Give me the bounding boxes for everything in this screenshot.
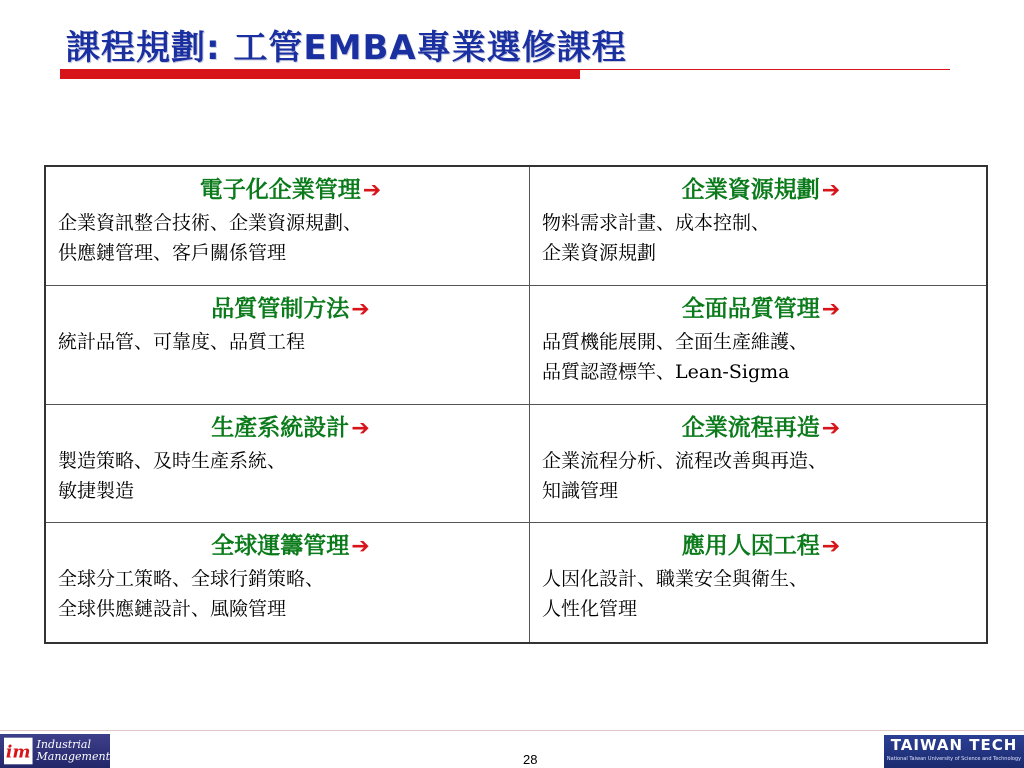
course-description: 人因化設計、職業安全與衛生、 人性化管理: [542, 568, 809, 621]
course-description: 全球分工策略、全球行銷策略、 全球供應鏈設計、風險管理: [58, 568, 325, 621]
title-underline-line: [580, 69, 950, 70]
arrow-right-icon: ➔: [821, 296, 841, 322]
course-cell: [530, 167, 986, 286]
course-description: 品質機能展開、全面生產維護、 品質認證標竿、Lean-Sigma: [542, 330, 809, 383]
course-heading: 全球運籌管理➔: [211, 532, 370, 560]
svg-text:im: im: [5, 742, 31, 763]
course-description: 製造策略、及時生產系統、 敏捷製造: [58, 449, 287, 502]
course-cell: [530, 286, 986, 405]
course-cell: [46, 523, 530, 642]
course-heading: 企業資源規劃➔: [681, 176, 841, 203]
course-description: 企業流程分析、流程改善與再造、 知識管理: [542, 449, 828, 502]
course-heading: 全面品質管理➔: [681, 294, 841, 322]
course-description: 企業資訊整合技術、企業資源規劃、 供應鏈管理、客戶關係管理: [58, 212, 363, 264]
course-heading: 企業流程再造➔: [681, 413, 841, 441]
course-heading: 生產系統設計➔: [211, 413, 370, 441]
arrow-right-icon: ➔: [821, 415, 841, 441]
course-heading: 電子化企業管理➔: [199, 176, 382, 203]
slide-title: 課程規劃: 工管EMBA專業選修課程: [66, 28, 627, 68]
course-heading: 應用人因工程➔: [681, 532, 841, 560]
arrow-right-icon: ➔: [351, 296, 370, 322]
arrow-right-icon: ➔: [351, 534, 370, 560]
taiwan-tech-subtitle: National Taiwan University of Science and Technology: [886, 756, 1022, 762]
course-cell: [46, 286, 530, 405]
im-logo-text: Industrial Management: [36, 738, 110, 763]
arrow-right-icon: ➔: [821, 178, 841, 203]
course-heading: 品質管制方法➔: [211, 294, 370, 322]
page-number: 28: [523, 752, 538, 767]
course-cell: [530, 405, 986, 524]
course-description: 物料需求計畫、成本控制、 企業資源規劃: [542, 212, 771, 264]
taiwan-tech-title: TAIWAN TECH: [890, 736, 1018, 754]
footer-divider: [0, 730, 1024, 731]
course-cell: [530, 523, 986, 642]
course-description: 統計品管、可靠度、品質工程: [58, 330, 306, 353]
arrow-right-icon: ➔: [821, 534, 841, 560]
industrial-management-logo: [0, 734, 110, 768]
arrow-right-icon: ➔: [362, 178, 382, 203]
course-cell: [46, 405, 530, 524]
taiwan-tech-logo: [884, 735, 1024, 768]
course-cell: [46, 167, 530, 286]
arrow-right-icon: ➔: [351, 415, 370, 441]
title-underline-bar: [60, 69, 580, 79]
im-logo-icon: [4, 737, 33, 765]
course-table: [44, 165, 988, 644]
